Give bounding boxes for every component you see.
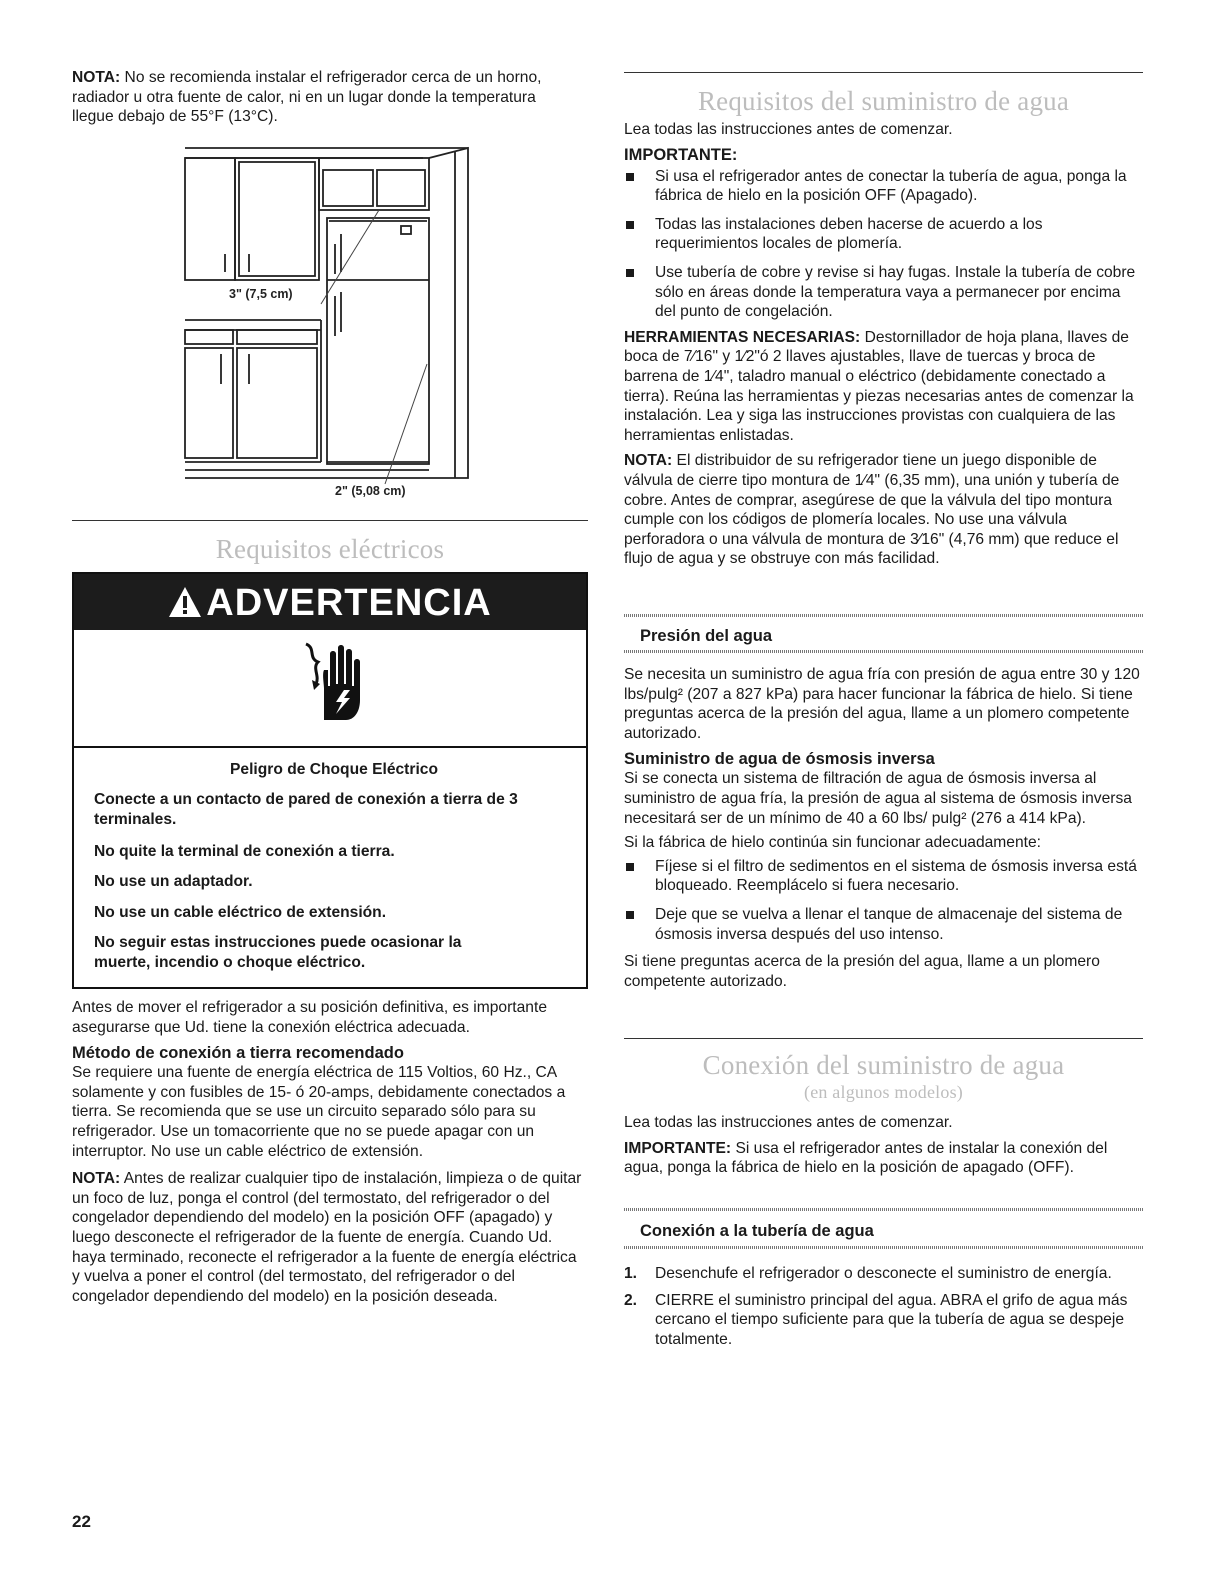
warning-line-4: No use un cable eléctrico de extensión. <box>94 904 387 921</box>
warning-hazard: Peligro de Choque Eléctrico <box>230 761 438 778</box>
warning-divider <box>74 746 586 748</box>
tools-text: HERRAMIENTAS NECESARIAS: Destornillador de hoja plana, llaves de boca de 7⁄16" y 1⁄2"ó 2 llaves ajustables, llave de tuercas y broca de barrena de 1⁄4", taladro manual o eléctrico (debidamente conectado a tierra). Reúna las herramientas y piezas necesarias antes de comenzar la instalación. Lea y siga las instrucciones provistas con cualquiera de las herramientas enlistadas. <box>624 328 1134 444</box>
importante-ice-text: IMPORTANTE: Si usa el refrigerador antes de instalar la conexión del agua, ponga la fábrica de hielo en la posición de apagado (OFF). <box>624 1139 1108 1177</box>
nota-intro: NOTA: No se recomienda instalar el refrigerador cerca de un horno, radiador u otra fuente de calor, ni en un lugar donde la temperatura llegue debajo de 55°F (13°C). <box>72 69 542 126</box>
pipe-section <box>624 1264 1143 1349</box>
grounding-heading: Método de conexión a tierra recomendado <box>72 1044 404 1063</box>
list-item: 2. CIERRE el suministro principal del agua. ABRA el grifo de agua más cercano el tiempo suficiente para que la tubería de agua se despeje totalmente. <box>624 1291 1128 1348</box>
read-all-text: Lea todas las instrucciones antes de comenzar. <box>624 121 953 138</box>
pressure-section <box>624 665 1143 991</box>
warning-line-2: No quite la terminal de conexión a tierra. <box>94 843 395 860</box>
list-item: Si usa el refrigerador antes de conectar la tubería de agua, ponga la fábrica de hielo en la posición OFF (Apagado). <box>624 167 1143 206</box>
warning-triangle-icon <box>168 574 206 636</box>
water-rule <box>624 72 1143 73</box>
list-item: Fíjese si el filtro de sedimentos en el sistema de ósmosis inversa está bloqueado. Reemplácelo si fuera necesario. <box>624 857 1143 896</box>
warning-line-5: No seguir estas instrucciones puede ocasionar la muerte, incendio o choque eléctrico. <box>94 934 462 971</box>
warning-line-1: Conecte a un contacto de pared de conexión a tierra de 3 terminales. <box>94 791 518 828</box>
connection-heading: Conexión del suministro de agua <box>702 1050 1065 1080</box>
ro-list <box>624 857 1143 944</box>
dotted-rule <box>624 1246 1143 1249</box>
water-heading: Requisitos del suministro de agua <box>697 86 1070 116</box>
connection-section <box>624 1113 1143 1178</box>
page-number: 22 <box>72 1512 91 1531</box>
section-rule <box>72 520 588 521</box>
warning-line-3: No use un adaptador. <box>94 873 253 890</box>
steps-list <box>624 1264 1143 1349</box>
dotted-rule <box>624 614 1143 617</box>
electric-shock-hand-icon <box>300 640 364 722</box>
ro-questions-text: Si tiene preguntas acerca de la presión del agua, llame a un plomero competente autorizado. <box>624 953 1100 990</box>
pipe-heading: Conexión a la tubería de agua <box>640 1222 874 1240</box>
diagram-label-top: 3" (7,5 cm) <box>229 287 293 301</box>
connection-subheading: (en algunos modelos) <box>804 1082 963 1102</box>
electrical-heading: Requisitos eléctricos <box>215 534 445 564</box>
nota-off-text: NOTA: Antes de realizar cualquier tipo de instalación, limpieza o de quitar un foco de luz, ponga el control (del termostato, del refrigerador o del congelador dependiendo del modelo) en la posición OFF (apagado) y luego desconecte el refrigerador de la fuente de energía. Cuando Ud. haya terminado, reconecte el refrigerador a la fuente de energía eléctrica y vuelva a poner el control (del termostato, del refrigerador o del congelador dependiendo del modelo) en la posición deseada. <box>72 1170 582 1305</box>
before-move-text: Antes de mover el refrigerador a su posición definitiva, es importante asegurarse que Ud. tiene la conexión eléctrica adecuada. <box>72 999 547 1036</box>
importante-list <box>624 167 1143 322</box>
list-item: Todas las instalaciones deben hacerse de acuerdo a los requerimientos locales de plomería. <box>624 215 1143 254</box>
list-item: Deje que se vuelva a llenar el tanque de almacenaje del sistema de ósmosis inversa después del uso intenso. <box>624 905 1143 944</box>
pressure-text: Se necesita un suministro de agua fría con presión de agua entre 30 y 120 lbs/pulg² (207 a 827 kPa) para hacer funcionar la fábrica de hielo. Si tiene preguntas acerca de la presión del agua, llame a un plomero competente autorizado. <box>624 666 1140 742</box>
connection-rule <box>624 1038 1143 1039</box>
warning-title: ADVERTENCIA <box>206 582 492 624</box>
read-all-text-2: Lea todas las instrucciones antes de comenzar. <box>624 1114 953 1131</box>
dotted-rule <box>624 650 1143 653</box>
left-lower <box>72 998 588 1306</box>
list-item: Use tubería de cobre y revise si hay fugas. Instale la tubería de cobre sólo en áreas donde la temperatura vaya a permanecer por encima del punto de congelación. <box>624 263 1143 322</box>
ro-if-text: Si la fábrica de hielo continúa sin funcionar adecuadamente: <box>624 834 1041 852</box>
diagram-label-bottom: 2" (5,08 cm) <box>335 484 406 498</box>
list-item: 1. Desenchufe el refrigerador o desconecte el suministro de energía. <box>624 1265 1112 1282</box>
pressure-heading: Presión del agua <box>640 627 773 645</box>
ro-text: Si se conecta un sistema de filtración de agua de ósmosis inversa al suministro de agua fría, la presión de agua al sistema de ósmosis inversa necesitará ser de un mínimo de 40 a 60 lbs/ pulg² (276 a 414 kPa). <box>624 770 1132 827</box>
installation-diagram <box>183 144 473 504</box>
nota-valve-text: NOTA: El distribuidor de su refrigerador tiene un juego disponible de válvula de cierre tipo montura de 1⁄4" (6,35 mm), una unión y tubería de cobre. Antes de comprar, asegúrese de que la válvula del tipo montura cumple con los códigos de plomería locales. No use una válvula perforadora o una válvula de montura de 3⁄16" (4,76 mm) que reduce el flujo de agua y se obstruye con más facilidad. <box>624 452 1120 568</box>
importante-label: IMPORTANTE: <box>624 145 738 164</box>
water-section <box>624 120 1143 569</box>
dotted-rule <box>624 1208 1143 1211</box>
ro-heading: Suministro de agua de ósmosis inversa <box>624 750 935 769</box>
warning-header <box>74 574 586 630</box>
warning-box <box>72 572 588 989</box>
grounding-text: Se requiere una fuente de energía eléctrica de 115 Voltios, 60 Hz., CA solamente y con fusibles de 15- ó 20-amps, debidamente conectados a tierra. Se recomienda que se use un circuito separado sólo para su refrigerador. Use un tomacorriente que no se puede apagar con un interruptor. No use un cable eléctrico de extensión. <box>72 1064 566 1160</box>
